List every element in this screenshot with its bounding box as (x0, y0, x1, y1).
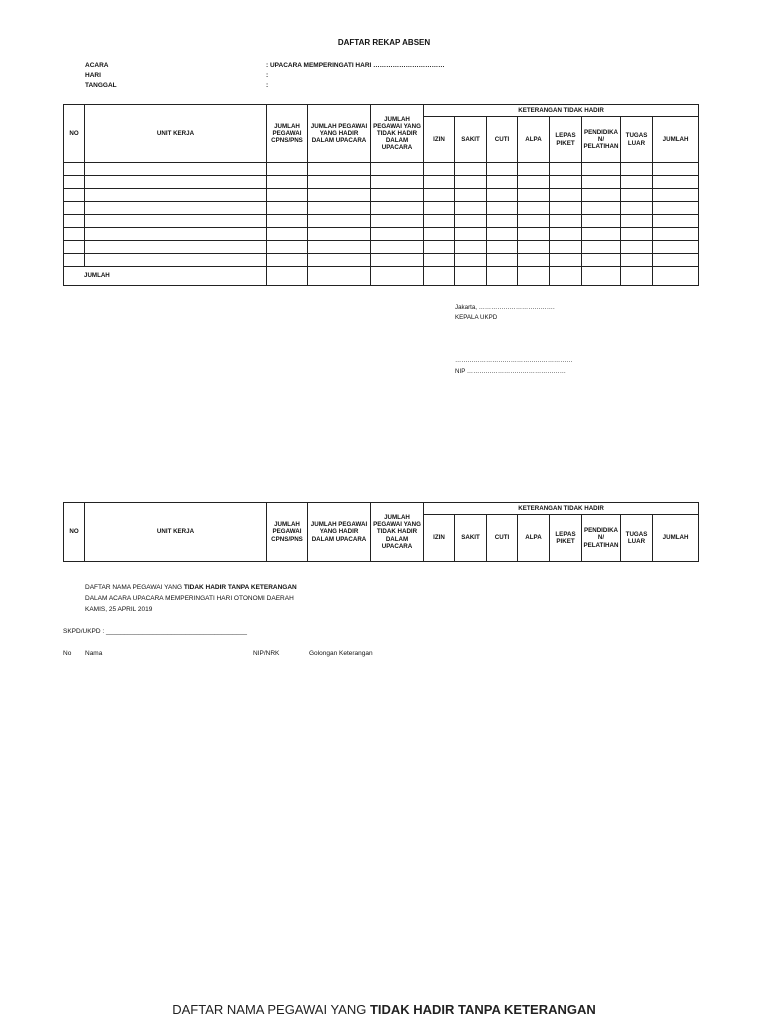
info-value-hari: : (266, 72, 269, 79)
signature-name-line: ………………………………………………… (455, 357, 573, 364)
header-jumlah: JUMLAH (653, 117, 699, 163)
col-no: No (63, 650, 72, 657)
header-hadir: JUMLAH PEGAWAI YANG HADIR DALAM UPACARA (308, 503, 371, 562)
list-heading-prefix: DAFTAR NAMA PEGAWAI YANG (85, 584, 184, 591)
header-tidak-hadir: JUMLAH PEGAWAI YANG TIDAK HADIR DALAM UPACARA (371, 105, 424, 163)
header-tidak-hadir: JUMLAH PEGAWAI YANG TIDAK HADIR DALAM UPACARA (371, 503, 424, 562)
list-heading-bold: TIDAK HADIR TANPA KETERANGAN (183, 584, 297, 591)
header-jumlah-pegawai: JUMLAH PEGAWAI CPNS/PNS (267, 503, 308, 562)
list-heading (85, 582, 297, 593)
col-nip: NIP/NRK (253, 650, 280, 657)
header-jumlah-pegawai: JUMLAH PEGAWAI CPNS/PNS (267, 105, 308, 163)
header-izin: IZIN (424, 515, 455, 562)
header-unit-kerja: UNIT KERJA (85, 503, 267, 562)
header-alpa: ALPA (518, 515, 550, 562)
table-row (64, 215, 699, 228)
table-row (64, 189, 699, 202)
header-jumlah: JUMLAH (653, 515, 699, 562)
list-date: KAMIS, 25 APRIL 2019 (85, 606, 153, 613)
header-pendidikan: PENDIDIKA N/ PELATIHAN (582, 515, 621, 562)
col-golongan: Golongan Keterangan (309, 650, 373, 657)
footer-heading-prefix: DAFTAR NAMA PEGAWAI YANG (172, 1002, 370, 1017)
header-keterangan: KETERANGAN TIDAK HADIR (424, 503, 699, 515)
header-no: NO (64, 503, 85, 562)
col-nama: Nama (85, 650, 103, 657)
header-alpa: ALPA (518, 117, 550, 163)
table-row (64, 176, 699, 189)
header-lepas-piket: LEPAS PIKET (550, 117, 582, 163)
header-sakit: SAKIT (455, 117, 487, 163)
header-no: NO (64, 105, 85, 163)
rekap-table (63, 104, 699, 286)
header-tugas-luar: TUGAS LUAR (621, 515, 653, 562)
info-value-acara: : UPACARA MEMPERINGATI HARI …………………………… (266, 62, 445, 69)
table-row (64, 228, 699, 241)
signature-role: KEPALA UKPD (455, 314, 498, 321)
header-izin: IZIN (424, 117, 455, 163)
header-lepas-piket: LEPAS PIKET (550, 515, 582, 562)
table-row (64, 202, 699, 215)
header-pendidikan: PENDIDIKA N/ PELATIHAN (582, 117, 621, 163)
footer-heading (0, 1002, 768, 1017)
header-cuti: CUTI (487, 117, 518, 163)
header-cuti: CUTI (487, 515, 518, 562)
header-hadir: JUMLAH PEGAWAI YANG HADIR DALAM UPACARA (308, 105, 371, 163)
info-label-acara: ACARA (85, 62, 109, 69)
footer-heading-bold: TIDAK HADIR TANPA KETERANGAN (369, 1002, 596, 1017)
header-tugas-luar: TUGAS LUAR (621, 117, 653, 163)
list-event: DALAM ACARA UPACARA MEMPERINGATI HARI OTONOMI DAERAH (85, 595, 294, 602)
info-label-tanggal: TANGGAL (85, 82, 117, 89)
signature-place: Jakarta, ………………………………. (455, 304, 555, 311)
rekap-table-copy (63, 502, 699, 562)
table-row (64, 254, 699, 267)
table-row (64, 241, 699, 254)
info-value-tanggal: : (266, 82, 269, 89)
header-keterangan: KETERANGAN TIDAK HADIR (424, 105, 699, 117)
info-label-hari: HARI (85, 72, 101, 79)
jumlah-label: JUMLAH (64, 267, 267, 286)
header-sakit: SAKIT (455, 515, 487, 562)
page-title: DAFTAR REKAP ABSEN (337, 38, 431, 47)
jumlah-row (64, 267, 699, 286)
signature-nip: NIP ………………………………………… (455, 368, 566, 375)
table-row (64, 163, 699, 176)
skpd-line: SKPD/UKPD : _______________________________________ (63, 628, 247, 635)
header-unit-kerja: UNIT KERJA (85, 105, 267, 163)
